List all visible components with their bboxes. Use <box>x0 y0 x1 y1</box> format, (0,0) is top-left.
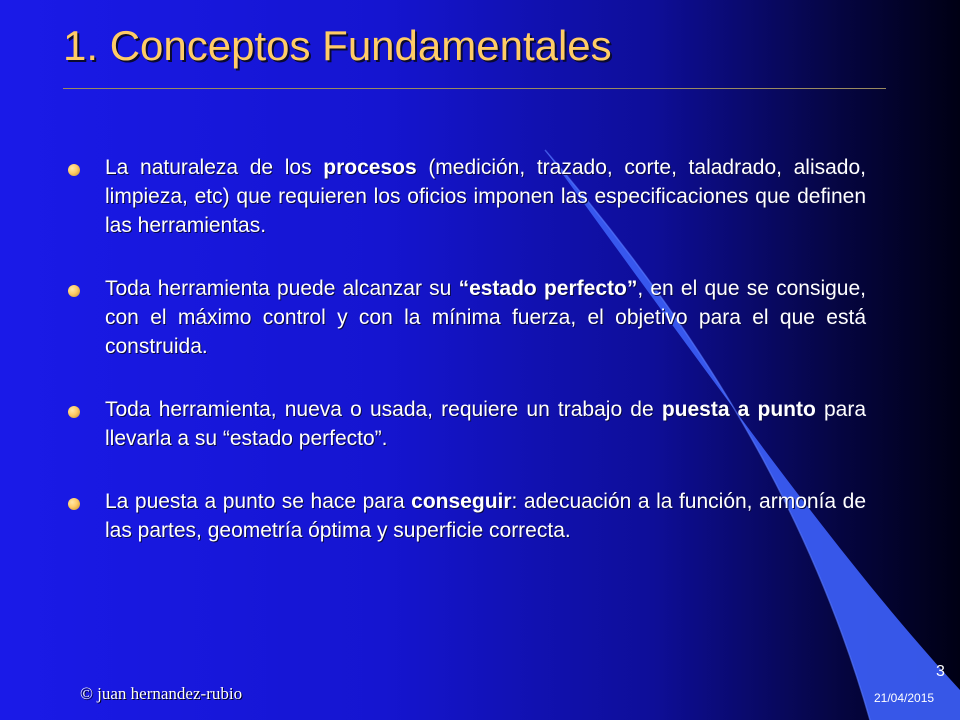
bullet-text <box>105 395 866 453</box>
bullet-text-part: La naturaleza de los <box>105 156 324 179</box>
bullet-item <box>65 153 866 240</box>
bullet-text-part: para llevarla a su “estado perfecto”. <box>105 398 867 450</box>
page-number: 3 <box>936 663 945 680</box>
bullet-bold-term: puesta a punto <box>661 398 816 421</box>
bullet-text-part: (medición, trazado, corte, taladrado, alisado, limpieza, etc) que requieren los oficios imponen las especificaciones que definen las herramientas. <box>105 156 867 237</box>
bullet-bold-term: procesos <box>323 156 417 179</box>
bullet-item <box>65 395 866 453</box>
bullet-item <box>65 487 866 545</box>
bullet-list <box>65 153 866 579</box>
bullet-text-part: Toda herramienta puede alcanzar su <box>105 277 459 300</box>
bullet-text-part: : adecuación a la función, armonía de las partes, geometría óptima y superficie correcta. <box>105 490 866 542</box>
bullet-text <box>105 153 866 240</box>
bullet-text-part: , en el que se consigue, con el máximo control y con la mínima fuerza, el objetivo para el que está construida. <box>105 277 867 358</box>
bullet-text-part: La puesta a punto se hace para <box>105 490 412 513</box>
slide-title: 1. Conceptos Fundamentales <box>63 22 612 69</box>
bullet-dot-icon <box>68 164 80 176</box>
footer-copyright: © juan hernandez-rubio <box>80 684 243 703</box>
bullet-text <box>105 487 866 545</box>
bullet-bold-term: “estado perfecto” <box>458 277 638 300</box>
bullet-dot-icon <box>68 406 80 418</box>
title-underline <box>63 88 886 89</box>
bullet-bold-term: conseguir <box>411 490 512 513</box>
footer-date: 21/04/2015 <box>874 691 935 705</box>
bullet-text-part: Toda herramienta, nueva o usada, requiere un trabajo de <box>105 398 662 421</box>
bullet-item <box>65 274 866 361</box>
bullet-dot-icon <box>68 498 80 510</box>
bullet-text <box>105 274 866 361</box>
bullet-dot-icon <box>68 285 80 297</box>
